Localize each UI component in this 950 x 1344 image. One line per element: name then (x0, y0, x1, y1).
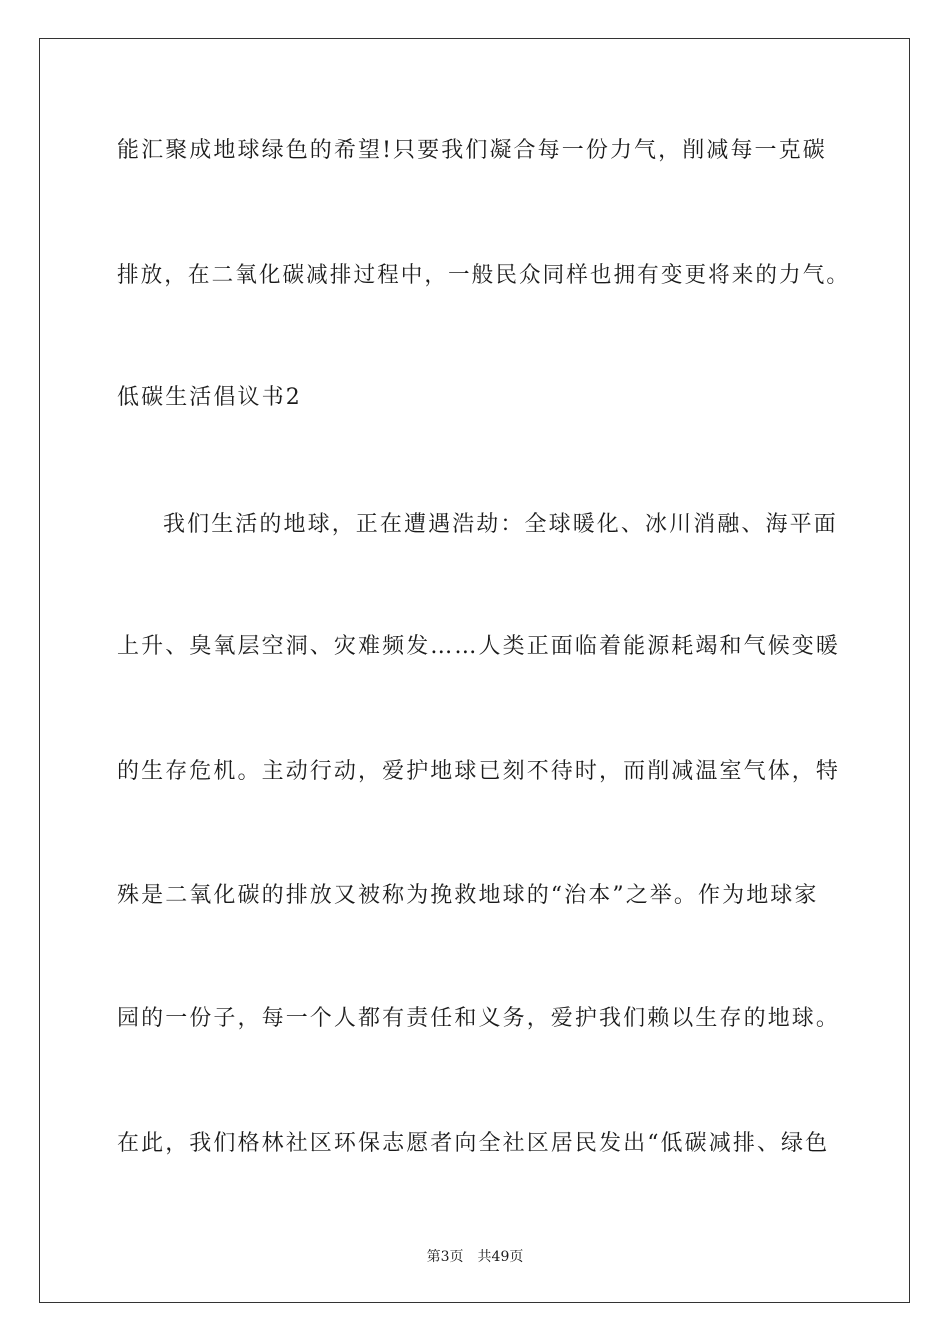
text-line-3: 我们生活的地球，正在遭遇浩劫：全球暖化、冰川消融、海平面 (163, 512, 838, 537)
page-footer (0, 1248, 950, 1266)
section-heading: 低碳生活倡议书2 (117, 385, 302, 410)
page-number: 第3页 (426, 1249, 464, 1265)
text-line-7: 园的一份子，每一个人都有责任和义务，爱护我们赖以生存的地球。 (117, 1006, 841, 1031)
text-line-8: 在此，我们格林社区环保志愿者向全社区居民发出“低碳减排、绿色 (117, 1131, 830, 1156)
text-line-6: 殊是二氧化碳的排放又被称为挽救地球的“治本”之举。作为地球家 (117, 883, 819, 908)
text-line-5: 的生存危机。主动行动，爱护地球已刻不待时，而削减温室气体，特 (117, 759, 841, 784)
page-border (39, 38, 910, 1303)
text-line-2: 排放，在二氧化碳减排过程中，一般民众同样也拥有变更将来的力气。 (117, 263, 850, 288)
text-line-4: 上升、臭氧层空洞、灾难频发……人类正面临着能源耗竭和气候变暖 (117, 634, 841, 659)
text-line-1: 能汇聚成地球绿色的希望!只要我们凝合每一份力气，削减每一克碳 (117, 138, 827, 163)
page-total: 共49页 (477, 1249, 524, 1265)
